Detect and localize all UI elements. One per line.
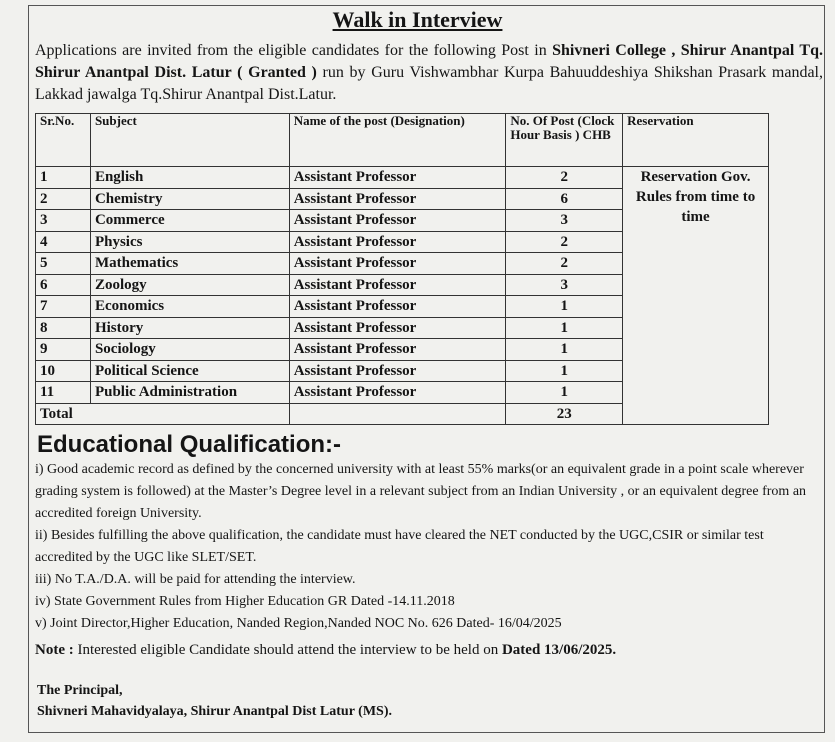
cell-subject: Physics	[90, 231, 289, 253]
total-value: 23	[506, 403, 623, 425]
posts-table	[35, 113, 769, 425]
college-name: Shivneri College ,	[552, 42, 676, 59]
cell-sr: 9	[36, 339, 91, 361]
total-blank	[289, 403, 506, 425]
intro-text-1: Applications are invited from the eligible candidates for the following Post in	[35, 42, 553, 59]
education-item: iii) No T.A./D.A. will be paid for attending the interview.	[35, 572, 356, 587]
cell-sr: 7	[36, 296, 91, 318]
total-label: Total	[36, 403, 290, 425]
cell-sr: 11	[36, 382, 91, 404]
cell-sr: 10	[36, 360, 91, 382]
table-row	[36, 167, 769, 189]
cell-subject: History	[90, 317, 289, 339]
education-item: iv) State Government Rules from Higher Education GR Dated -14.11.2018	[35, 594, 455, 609]
cell-post: Assistant Professor	[289, 339, 506, 361]
reservation-cell: Reservation Gov. Rules from time to time	[623, 167, 769, 425]
intro-text-2: run by Guru Vishwambhar Kurpa Bahuuddeshiya Shikshan Prasark mandal, Lakkad jawalga Tq.Shirur Anantpal Dist.Latur.	[35, 64, 823, 103]
education-item: v) Joint Director,Higher Education, Nanded Region,Nanded NOC No. 626 Dated- 16/04/2025	[35, 616, 562, 631]
cell-subject: Public Administration	[90, 382, 289, 404]
intro-paragraph	[35, 40, 823, 106]
cell-subject: Chemistry	[90, 188, 289, 210]
cell-count: 1	[506, 339, 623, 361]
signature-title: The Principal,	[37, 683, 123, 698]
header-count: No. Of Post (Clock Hour Basis ) CHB	[506, 114, 623, 167]
cell-count: 1	[506, 296, 623, 318]
cell-sr: 1	[36, 167, 91, 189]
cell-post: Assistant Professor	[289, 188, 506, 210]
cell-sr: 3	[36, 210, 91, 232]
page-title: Walk in Interview	[332, 7, 503, 32]
cell-sr: 5	[36, 253, 91, 275]
cell-sr: 2	[36, 188, 91, 210]
cell-subject: Economics	[90, 296, 289, 318]
signature-institution: Shivneri Mahavidyalaya, Shirur Anantpal Dist Latur (MS).	[37, 704, 392, 719]
cell-count: 2	[506, 231, 623, 253]
cell-post: Assistant Professor	[289, 167, 506, 189]
cell-sr: 4	[36, 231, 91, 253]
cell-sr: 8	[36, 317, 91, 339]
header-subject: Subject	[90, 114, 289, 167]
cell-subject: English	[90, 167, 289, 189]
education-item: i) Good academic record as defined by the concerned university with at least 55% marks(or an equivalent grade in a point scale wherever grading system is followed) at the Master’s Degree level in a relevant subject from an Indian University , or an equivalent degree from an accredited foreign University.	[35, 462, 807, 521]
cell-post: Assistant Professor	[289, 296, 506, 318]
cell-count: 2	[506, 167, 623, 189]
cell-count: 2	[506, 253, 623, 275]
cell-count: 1	[506, 382, 623, 404]
cell-subject: Sociology	[90, 339, 289, 361]
cell-count: 6	[506, 188, 623, 210]
interview-date: Dated 13/06/2025.	[501, 642, 617, 658]
cell-post: Assistant Professor	[289, 274, 506, 296]
cell-post: Assistant Professor	[289, 231, 506, 253]
college-location: Shirur Anantpal Tq. Shirur Anantpal Dist. Latur ( Granted )	[35, 42, 824, 81]
education-item: ii) Besides fulfilling the above qualification, the candidate must have cleared the NET conducted by the UGC,CSIR or similar test accredited by the UGC like SLET/SET.	[35, 528, 764, 565]
cell-post: Assistant Professor	[289, 360, 506, 382]
cell-subject: Political Science	[90, 360, 289, 382]
cell-subject: Commerce	[90, 210, 289, 232]
cell-count: 1	[506, 360, 623, 382]
cell-count: 1	[506, 317, 623, 339]
signature-block	[37, 680, 392, 722]
cell-post: Assistant Professor	[289, 253, 506, 275]
header-sr: Sr.No.	[36, 114, 91, 167]
table-header-row	[36, 114, 769, 167]
cell-post: Assistant Professor	[289, 317, 506, 339]
header-reservation: Reservation	[623, 114, 769, 167]
header-post: Name of the post (Designation)	[289, 114, 506, 167]
education-heading: Educational Qualification:-	[37, 431, 342, 458]
cell-subject: Mathematics	[90, 253, 289, 275]
interview-note	[35, 639, 823, 661]
cell-subject: Zoology	[90, 274, 289, 296]
note-text: Interested eligible Candidate should attend the interview to be held on	[73, 642, 502, 658]
cell-count: 3	[506, 274, 623, 296]
cell-post: Assistant Professor	[289, 210, 506, 232]
cell-sr: 6	[36, 274, 91, 296]
cell-count: 3	[506, 210, 623, 232]
note-label: Note :	[35, 642, 74, 658]
cell-post: Assistant Professor	[289, 382, 506, 404]
education-list	[35, 459, 823, 661]
